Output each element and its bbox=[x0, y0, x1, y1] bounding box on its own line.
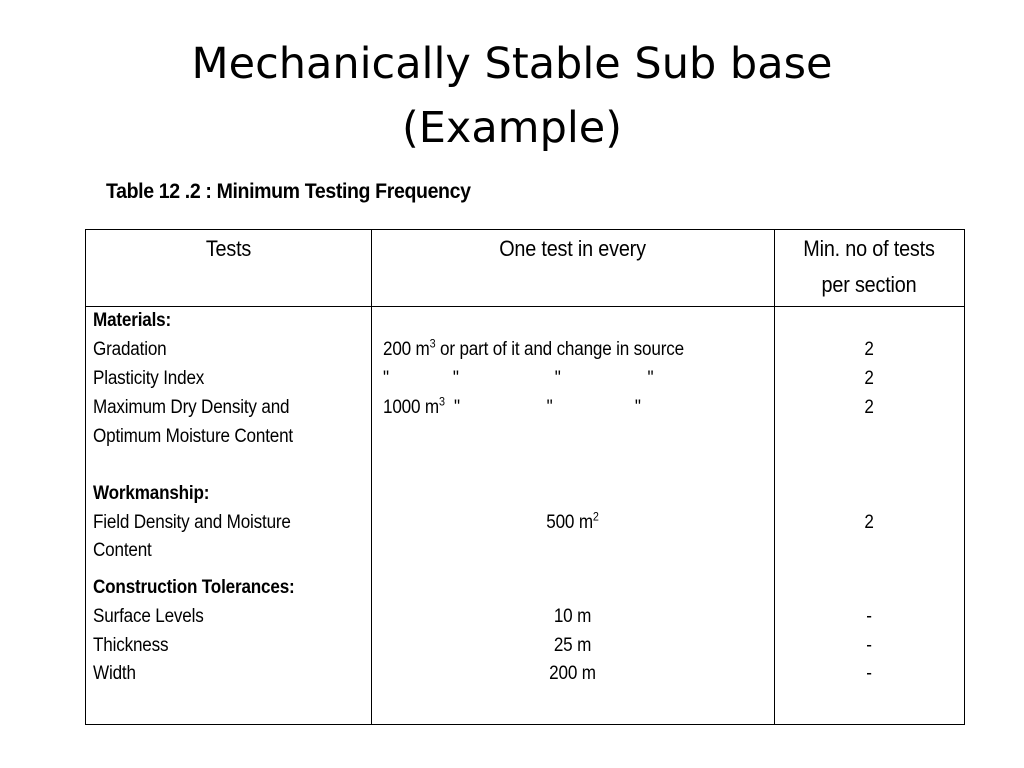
test-field-density-line2: Content bbox=[93, 540, 152, 561]
freq-mdd-sup: 3 bbox=[438, 394, 445, 409]
freq-mdd-pre: 1000 m bbox=[383, 397, 439, 418]
header-min-line2: per section bbox=[821, 272, 917, 297]
freq-gradation-sup: 3 bbox=[429, 336, 436, 351]
min-mdd: 2 bbox=[864, 397, 874, 418]
min-field-density: 2 bbox=[864, 512, 874, 533]
freq-gradation bbox=[383, 336, 684, 361]
test-surface-levels: Surface Levels bbox=[93, 606, 204, 627]
min-thickness: - bbox=[866, 635, 872, 656]
materials-heading: Materials: bbox=[93, 310, 172, 331]
header-min-no-of-tests bbox=[784, 231, 955, 303]
workmanship-heading: Workmanship: bbox=[93, 483, 210, 504]
freq-plasticity-ditto: " " " " bbox=[383, 368, 654, 389]
slide-title bbox=[0, 32, 1024, 160]
header-one-test-in-every: One test in every bbox=[499, 236, 646, 261]
test-thickness: Thickness bbox=[93, 635, 169, 656]
column-divider bbox=[774, 230, 775, 724]
test-width: Width bbox=[93, 663, 136, 684]
min-gradation: 2 bbox=[864, 339, 874, 360]
slide-title-line1: Mechanically Stable Sub base bbox=[191, 39, 833, 89]
freq-mdd-post: " " " bbox=[444, 397, 641, 418]
tolerances-heading: Construction Tolerances: bbox=[93, 577, 295, 598]
freq-gradation-pre: 200 m bbox=[383, 339, 430, 360]
test-gradation: Gradation bbox=[93, 339, 167, 360]
table-caption: Table 12 .2 : Minimum Testing Frequency bbox=[106, 180, 471, 203]
freq-field-density-pre: 500 m bbox=[546, 512, 593, 533]
min-plasticity: 2 bbox=[864, 368, 874, 389]
test-field-density-line1: Field Density and Moisture bbox=[93, 512, 291, 533]
freq-gradation-post: or part of it and change in source bbox=[435, 339, 684, 360]
test-mdd-line2: Optimum Moisture Content bbox=[93, 426, 294, 447]
header-row-divider bbox=[86, 306, 964, 307]
testing-frequency-table bbox=[85, 229, 965, 725]
freq-thickness: 25 m bbox=[553, 635, 592, 656]
test-plasticity-index: Plasticity Index bbox=[93, 368, 205, 389]
freq-mdd bbox=[383, 394, 641, 419]
freq-field-density bbox=[391, 509, 754, 534]
column-divider bbox=[371, 230, 372, 724]
test-mdd-line1: Maximum Dry Density and bbox=[93, 397, 290, 418]
freq-width: 200 m bbox=[549, 663, 596, 684]
freq-surface-levels: 10 m bbox=[553, 606, 592, 627]
slide-title-line2: (Example) bbox=[401, 103, 623, 153]
min-width: - bbox=[866, 663, 872, 684]
min-surface-levels: - bbox=[866, 606, 872, 627]
freq-field-density-sup: 2 bbox=[592, 509, 599, 524]
header-tests: Tests bbox=[205, 236, 252, 261]
header-min-line1: Min. no of tests bbox=[803, 236, 935, 261]
